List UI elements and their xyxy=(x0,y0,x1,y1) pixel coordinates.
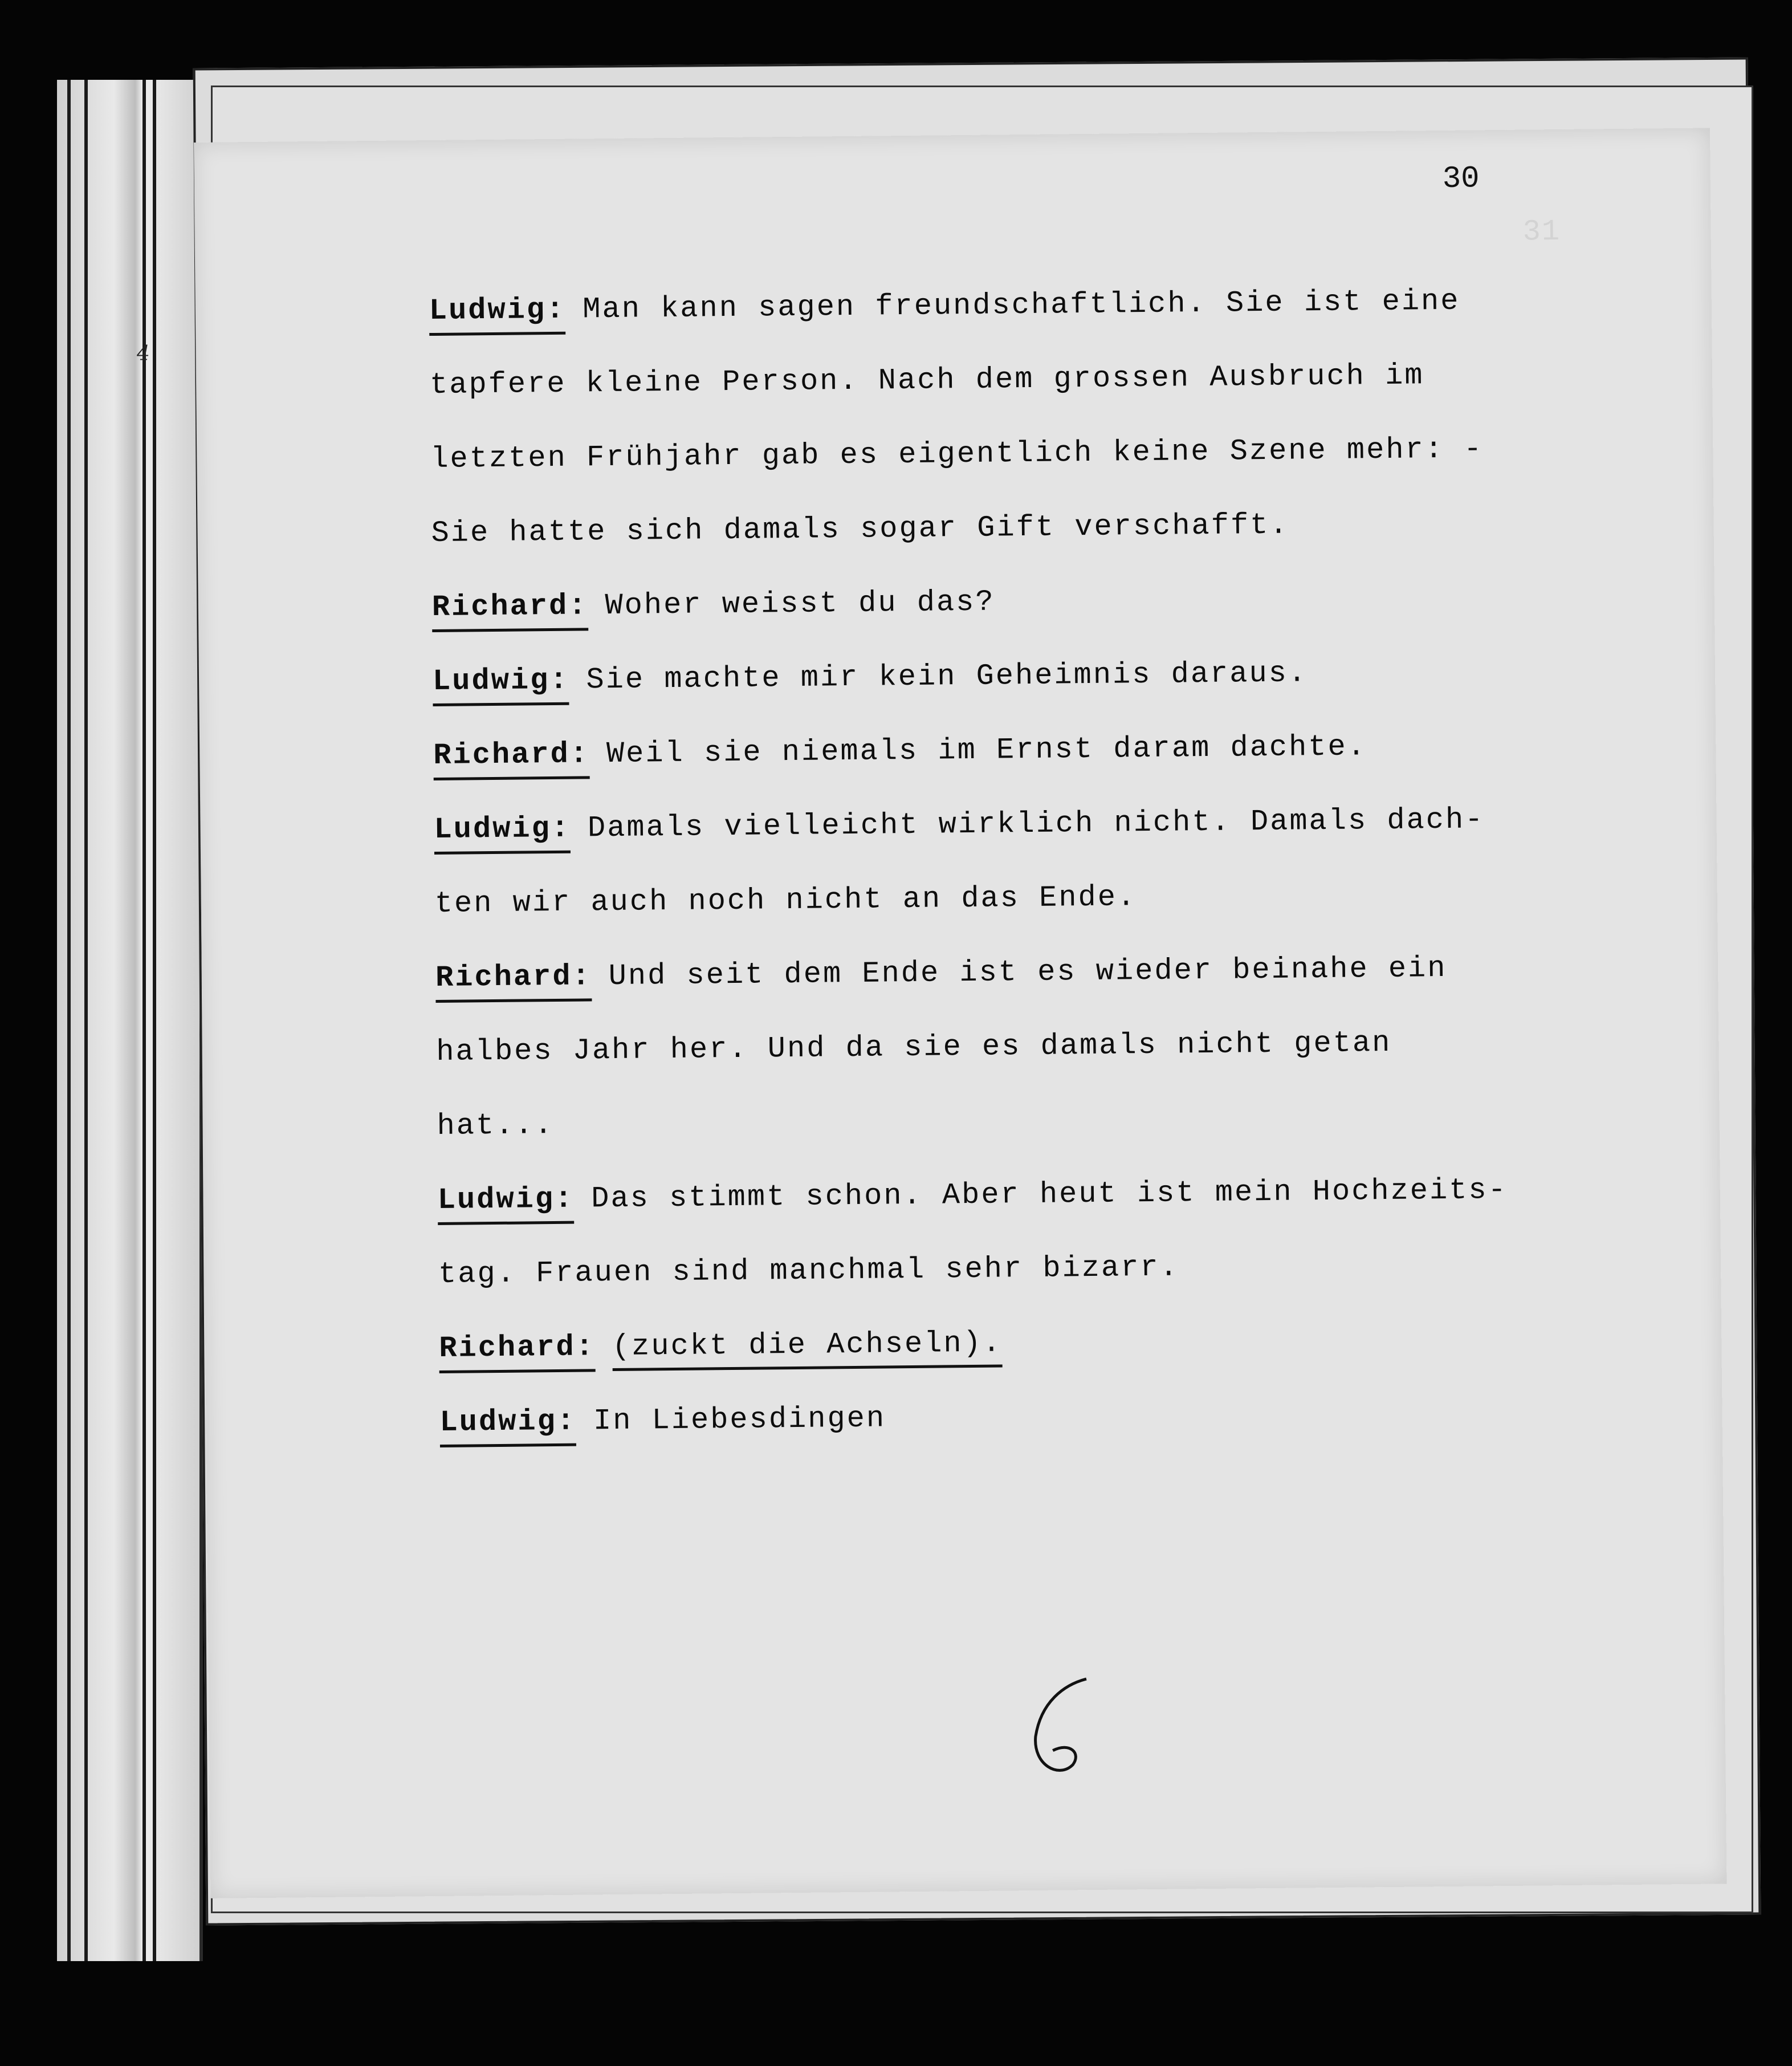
dialogue-line xyxy=(438,1245,1721,1332)
line-text: tapfere kleine Person. Nach dem grossen Ausbruch im xyxy=(429,359,1424,402)
speaker-name: Richard: xyxy=(432,589,588,632)
line-text: Woher weisst du das? xyxy=(605,585,995,623)
dialogue-line xyxy=(435,949,1718,1035)
speaker-name: Richard: xyxy=(439,1330,595,1373)
dialogue-lines xyxy=(429,282,1723,1480)
line-text: ten wir auch noch nicht an das Ende. xyxy=(434,880,1137,921)
dialogue-line xyxy=(436,1023,1719,1109)
dialogue-line xyxy=(439,1393,1722,1480)
paper-edge xyxy=(153,80,156,1961)
speaker-name: Richard: xyxy=(435,959,592,1003)
line-text: hat... xyxy=(437,1108,555,1143)
speaker-name: Ludwig: xyxy=(439,1405,576,1447)
margin-mark: 4 xyxy=(137,342,150,365)
line-text: letzten Frühjahr gab es eigentlich keine Szene mehr: - xyxy=(430,432,1484,477)
dialogue-line xyxy=(439,1319,1722,1406)
handwritten-mark xyxy=(1018,1673,1099,1788)
line-text: halbes Jahr her. Und da sie es damals nicht getan xyxy=(436,1026,1392,1069)
dialogue-line xyxy=(438,1171,1721,1258)
dialogue-line xyxy=(433,652,1716,739)
typescript-page xyxy=(194,128,1726,1898)
line-text: tag. Frauen sind manchmal sehr bizarr. xyxy=(438,1250,1180,1291)
speaker-name: Ludwig: xyxy=(434,812,571,855)
dialogue-line xyxy=(437,1097,1720,1184)
left-paper-stack xyxy=(57,80,203,1961)
dialogue-line xyxy=(430,356,1713,442)
paper-edge xyxy=(84,80,88,1961)
dialogue-line xyxy=(433,726,1716,813)
line-text: Damals vielleicht wirklich nicht. Damals dach- xyxy=(587,803,1485,845)
dialogue-line xyxy=(434,800,1717,887)
line-text: Sie hatte sich damals sogar Gift verschafft. xyxy=(431,508,1289,551)
speaker-name: Ludwig: xyxy=(433,664,569,706)
line-text: Man kann sagen freundschaftlich. Sie ist eine xyxy=(582,284,1460,327)
speaker-name: Ludwig: xyxy=(438,1182,575,1225)
line-text: In Liebesdingen xyxy=(593,1401,886,1438)
line-text: Weil sie niemals im Ernst daram dachte. xyxy=(606,730,1367,771)
stage-direction: (zuckt die Achseln). xyxy=(612,1326,1003,1371)
dialogue-line xyxy=(435,875,1718,961)
bleed-through-text: 31 xyxy=(1522,214,1561,249)
dialogue-line xyxy=(430,430,1713,516)
line-text: Und seit dem Ende ist es wieder beinahe ein xyxy=(608,951,1447,994)
speaker-name: Richard: xyxy=(433,737,589,780)
dialogue-line xyxy=(431,504,1714,591)
speaker-name: Ludwig: xyxy=(429,293,566,336)
line-text: Sie machte mir kein Geheimnis daraus. xyxy=(586,656,1308,697)
paper-edge xyxy=(67,80,71,1961)
dialogue-line xyxy=(432,578,1715,665)
page-number: 30 xyxy=(1442,161,1480,197)
dialogue-line xyxy=(429,282,1712,368)
line-text: Das stimmt schon. Aber heut ist mein Hochzeits- xyxy=(590,1173,1508,1216)
